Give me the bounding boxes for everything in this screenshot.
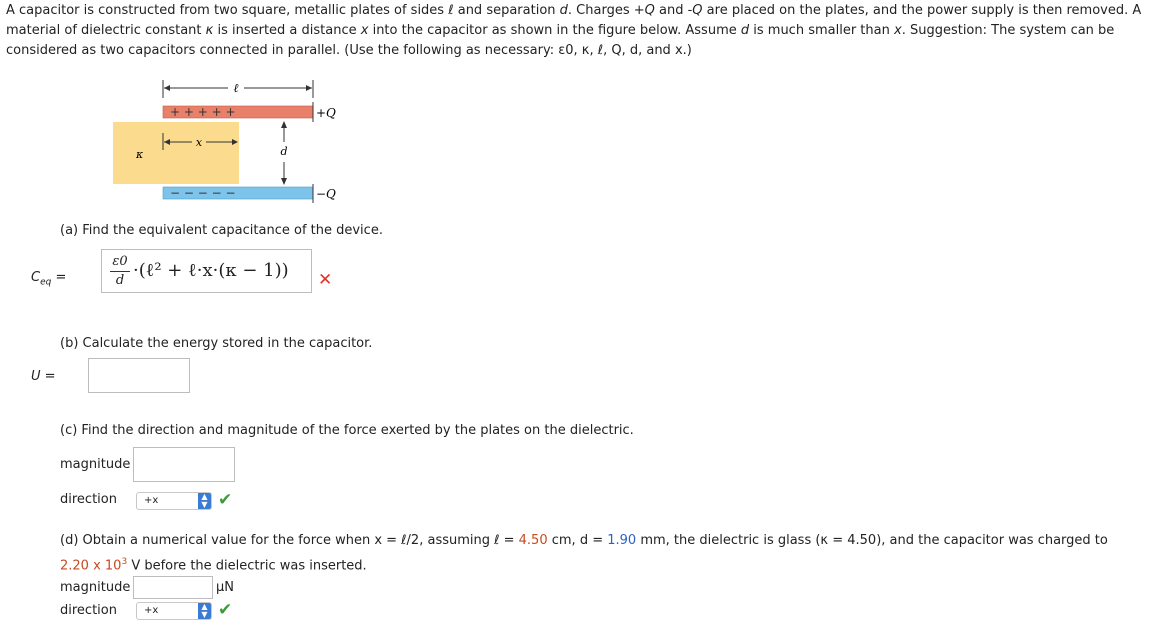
correct-check-icon: ✔ <box>218 490 233 510</box>
part-c-magnitude-input[interactable] <box>133 447 235 482</box>
part-c-direction-select[interactable]: +x ▲ ▼ <box>136 492 212 510</box>
part-c-magnitude-label: magnitude <box>60 457 131 472</box>
minus-q-label: −Q <box>316 187 336 201</box>
bottom-plate-signs: − − − − − <box>170 186 236 200</box>
capacitor-figure <box>100 70 360 210</box>
part-a-fraction-num: ε0 <box>112 254 128 269</box>
part-d-magnitude-input[interactable] <box>133 576 213 599</box>
part-d-question-line1: (d) Obtain a numerical value for the force when x = ℓ/2, assuming ℓ = 4.50 cm, d = 1.90 mm, the dielectric is glass (κ = 4.50), and the capacitor was charged to <box>60 533 1108 548</box>
part-d-direction-select[interactable]: +x ▲ ▼ <box>136 602 212 620</box>
problem-statement: A capacitor is constructed from two square, metallic plates of sides ℓ and separation d. Charges +Q and -Q are placed on the plates, and the power supply is then removed. A material of dielectric constant κ is inserted a distance x into the capacitor as shown in the figure below. Assume d is much smaller than x. Suggestion: The system can be considered as two capacitors connected in parallel. (Use the following as necessary: ε0, κ, ℓ, Q, d, and x.) <box>6 3 1142 58</box>
micronewton-unit: µN <box>216 580 234 595</box>
part-b-question: (b) Calculate the energy stored in the capacitor. <box>60 336 373 351</box>
part-d-question-line2: 2.20 x $10^3$ V before the dielectric was inserted. <box>60 557 367 574</box>
energy-input[interactable] <box>88 358 190 393</box>
top-plate-signs: + + + + + <box>170 105 236 119</box>
part-a-answer-field[interactable] <box>101 249 312 293</box>
incorrect-x-icon: ✕ <box>318 270 333 290</box>
chevron-updown-icon: ▲ ▼ <box>198 493 211 509</box>
fraction-bar <box>110 271 130 272</box>
part-a-question: (a) Find the equivalent capacitance of the device. <box>60 223 383 238</box>
part-c-question: (c) Find the direction and magnitude of the force exerted by the plates on the dielectric. <box>60 423 634 438</box>
part-d-magnitude-label: magnitude <box>60 580 131 595</box>
part-c-direction-label: direction <box>60 492 117 507</box>
ell-dimension-label: ℓ <box>233 81 239 95</box>
correct-check-icon: ✔ <box>218 600 233 620</box>
d-dimension-label: d <box>280 145 288 158</box>
part-d-direction-label: direction <box>60 603 117 618</box>
part-a-expression: ·(ℓ² + ℓ·x·(κ − 1)) <box>133 260 289 281</box>
x-dimension-label: x <box>195 136 203 149</box>
chevron-updown-icon: ▲ ▼ <box>198 603 211 619</box>
part-a-fraction-den: d <box>115 273 125 288</box>
plus-q-label: +Q <box>316 106 336 120</box>
dielectric-block <box>113 122 239 184</box>
kappa-label: κ <box>136 148 144 161</box>
ceq-label: $C_{eq}$ = <box>31 270 67 288</box>
u-label: U = <box>31 369 56 384</box>
